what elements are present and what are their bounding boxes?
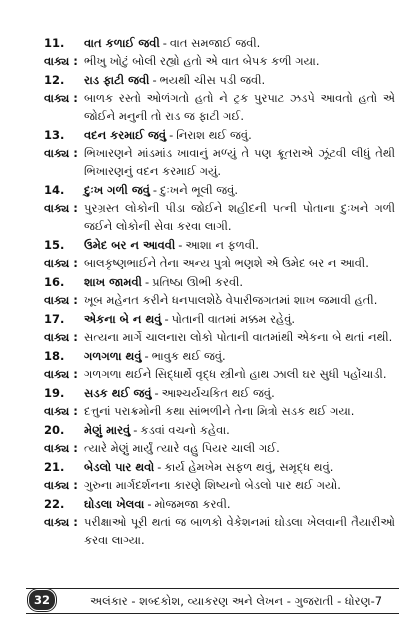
- idiom-entry: [44, 71, 395, 125]
- idiom-phrase: ગળગળા થવું: [84, 349, 142, 363]
- idiom-entry: [44, 495, 395, 549]
- example-sentence: પરીક્ષાઓ પૂરી થતાં જ બાળકો વેકેશનમાં ઘોડલા ખેલવાની તૈયારીઓ કરવા લાગ્યા.: [84, 515, 395, 547]
- idiom-phrase: બેડલો પાર થવો: [84, 460, 155, 474]
- idiom-phrase: ઉમેદ બર ન આવવી: [84, 238, 176, 252]
- separator-dash: -: [152, 73, 157, 87]
- idiom-entry: [44, 421, 395, 457]
- idiom-meaning: દુઃખને ભૂલી જવું.: [160, 183, 238, 197]
- sentence-label: વાક્ય :: [44, 515, 78, 529]
- entry-number: 22.: [44, 497, 65, 511]
- example-sentence-row: [44, 513, 395, 549]
- example-sentence-row: [44, 144, 395, 180]
- example-sentence-row: [44, 52, 395, 70]
- idiom-phrase: શાખ જામવી: [84, 275, 142, 289]
- example-sentence-row: [44, 439, 395, 457]
- separator-dash: -: [178, 238, 183, 252]
- entry-number: 19.: [44, 386, 65, 400]
- example-sentence: દત્તુનાં પરાક્રમોની કથા સાંભળીને તેના મિત્રો સડક થઈ ગયા.: [84, 404, 355, 418]
- separator-dash: -: [162, 36, 167, 50]
- sentence-label: વાક્ય :: [44, 293, 78, 307]
- separator-dash: -: [152, 183, 158, 197]
- idiom-meaning: મોજમજા કરવી.: [154, 497, 231, 511]
- example-sentence-row: [44, 365, 395, 383]
- entry-number: 15.: [44, 238, 65, 252]
- idiom-entry: [44, 458, 395, 494]
- example-sentence: ખૂબ મહેનત કરીને ધનપાલશેઠે વેપારીજગતમાં શાખ જમાવી હતી.: [84, 293, 378, 307]
- idiom-phrase: રાડ ફાટી જવી: [84, 73, 150, 87]
- idiom-entry: [44, 236, 395, 272]
- entry-number: 11.: [44, 36, 65, 50]
- idiom-phrase: સડક થઈ જવું: [84, 386, 152, 400]
- entry-number: 12.: [44, 73, 65, 87]
- idiom-entry: [44, 310, 395, 346]
- example-sentence: ત્યારે મેણું માર્યું ત્યારે વહુ પિયર ચાલી ગઈ.: [84, 441, 280, 455]
- idiom-meaning: નિરાશ થઈ જવું.: [176, 128, 252, 142]
- idiom-meaning: પ્રતિષ્ઠા ઊભી કરવી.: [152, 275, 244, 289]
- entry-number: 18.: [44, 349, 65, 363]
- sentence-label: વાક્ય :: [44, 256, 78, 270]
- idiom-meaning: પોતાની વાતમાં મક્કમ રહેવું.: [171, 312, 296, 326]
- idiom-meaning: આશા ન ફળવી.: [185, 238, 259, 252]
- sentence-label: વાક્ય :: [44, 404, 78, 418]
- idiom-heading: [44, 310, 395, 328]
- separator-dash: -: [144, 275, 150, 289]
- separator-dash: -: [133, 423, 138, 437]
- idiom-heading: [44, 384, 395, 402]
- idiom-entry: [44, 347, 395, 383]
- example-sentence: ભિખારણને માંડમાંડ ખાવાનું મળ્યું તે પણ ક્રૂતરાએ ઝૂંટવી લીધું તેથી ભિખારણનું વદન કરમાઈ ગયું.: [84, 146, 395, 178]
- page-footer: [26, 588, 399, 614]
- idiom-entry: [44, 181, 395, 235]
- separator-dash: -: [157, 460, 162, 474]
- example-sentence: ભીખુ ખોટું બોલી રહ્યો હતો એ વાત બેપક કળી ગયા.: [84, 54, 320, 68]
- example-sentence: સત્યના માર્ગે ચાલનારા લોકો પોતાની વાતમાંથી એકના બે થતાં નથી.: [84, 330, 393, 344]
- idiom-list: [44, 34, 395, 549]
- idiom-phrase: વદન કરમાઈ જવું: [84, 128, 167, 142]
- idiom-meaning: કાર્ય હેમખેમ સફળ થવું, સમૃદ્ધ થવું.: [164, 460, 334, 474]
- sentence-label: વાક્ય :: [44, 441, 78, 455]
- separator-dash: -: [169, 128, 174, 142]
- idiom-heading: [44, 181, 395, 199]
- example-sentence-row: [44, 476, 395, 494]
- separator-dash: -: [154, 386, 159, 400]
- example-sentence: ગુરુના માર્ગદર્શનના કારણે શિષ્યનો બેડલો પાર થઈ ગયો.: [84, 478, 341, 492]
- example-sentence-row: [44, 254, 395, 272]
- entry-number: 17.: [44, 312, 65, 326]
- example-sentence-row: [44, 291, 395, 309]
- example-sentence: ગળગળા થઈને સિદ્ધાર્થે વૃદ્ધ સ્ત્રીનો હાથ ઝાલી ઘર સુધી પહોંચાડી.: [84, 367, 387, 381]
- sentence-label: વાક્ય :: [44, 146, 78, 160]
- idiom-entry: [44, 126, 395, 180]
- sentence-label: વાક્ય :: [44, 54, 78, 68]
- idiom-phrase: દુઃખ ગળી જવું: [84, 183, 150, 197]
- separator-dash: -: [147, 497, 152, 511]
- idiom-heading: [44, 236, 395, 254]
- idiom-entry: [44, 273, 395, 309]
- idiom-phrase: ઘોડલા ખેલવા: [84, 497, 145, 511]
- example-sentence: પુરગ્રસ્ત લોકોની પીડા જોઈને શહીદની પત્ની પોતાના દુઃખને ગળી જઈને લોકોની સેવા કરવા લાગી.: [84, 201, 395, 233]
- sentence-label: વાક્ય :: [44, 91, 78, 105]
- idiom-phrase: એકના બે ન થવું: [84, 312, 162, 326]
- idiom-heading: [44, 458, 395, 476]
- separator-dash: -: [164, 312, 169, 326]
- idiom-phrase: મેણું મારવું: [84, 423, 131, 437]
- entry-number: 16.: [44, 275, 65, 289]
- idiom-meaning: આશ્ચર્યચકિત થઈ જવું.: [161, 386, 275, 400]
- idiom-meaning: કડવાં વચનો કહેવા.: [140, 423, 230, 437]
- idiom-heading: [44, 273, 395, 291]
- idiom-meaning: વાત સમજાઈ જવી.: [169, 36, 261, 50]
- example-sentence: બાલકૃષ્ણભાઈને તેના અન્ય પુત્રો ભણશે એ ઉમેદ બર ન આવી.: [84, 256, 369, 270]
- example-sentence-row: [44, 402, 395, 420]
- sentence-label: વાક્ય :: [44, 330, 78, 344]
- example-sentence-row: [44, 199, 395, 235]
- separator-dash: -: [144, 349, 149, 363]
- sentence-label: વાક્ય :: [44, 367, 78, 381]
- idiom-heading: [44, 495, 395, 513]
- entry-number: 14.: [44, 183, 65, 197]
- example-sentence-row: [44, 328, 395, 346]
- sentence-label: વાક્ય :: [44, 478, 78, 492]
- example-sentence: બાળક રસ્તો ઓળંગતો હતો ને ટ્રક પુરપાટ ઝડપે આવતો હતો એ જોઈને મનુની તો રાડ જ ફાટી ગઈ.: [84, 91, 395, 123]
- example-sentence-row: [44, 89, 395, 125]
- idiom-phrase: વાત કળાઈ જવી: [84, 36, 160, 50]
- idiom-entry: [44, 384, 395, 420]
- footer-title: અલંકાર - શબ્દકોશ, વ્યાકરણ અને લેખન - ગુજરાતી - ધોરણ-7: [90, 593, 383, 608]
- sentence-label: વાક્ય :: [44, 201, 78, 215]
- idiom-heading: [44, 421, 395, 439]
- idiom-heading: [44, 34, 395, 52]
- idiom-heading: [44, 71, 395, 89]
- entry-number: 13.: [44, 128, 65, 142]
- entry-number: 21.: [44, 460, 65, 474]
- page-number-badge: 32: [28, 589, 56, 611]
- idiom-entry: [44, 34, 395, 70]
- idiom-heading: [44, 126, 395, 144]
- entry-number: 20.: [44, 423, 65, 437]
- idiom-meaning: ભયથી ચીસ પડી જવી.: [159, 73, 266, 87]
- idiom-meaning: ભાવુક થઈ જવું.: [151, 349, 226, 363]
- idiom-heading: [44, 347, 395, 365]
